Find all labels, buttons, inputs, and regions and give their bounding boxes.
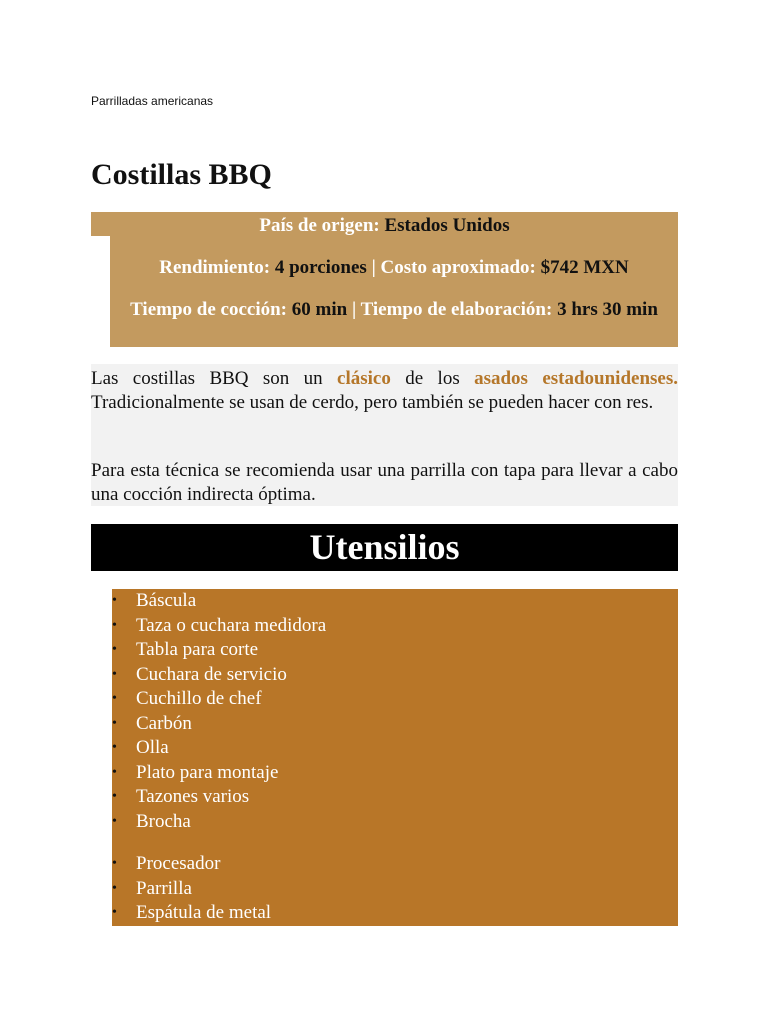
bullet-icon: • xyxy=(112,617,117,633)
list-item-label: Tazones varios xyxy=(136,786,250,807)
utensils-heading: Utensilios xyxy=(91,524,678,571)
list-item-label: Tabla para corte xyxy=(136,639,259,660)
recipe-info-box xyxy=(91,212,678,347)
list-item xyxy=(112,663,678,688)
page-header-text: Parrilladas americanas xyxy=(91,94,214,108)
intro-section xyxy=(91,364,678,506)
bullet-icon: • xyxy=(112,740,117,755)
utensils-group-1 xyxy=(112,589,678,834)
list-item xyxy=(112,638,678,663)
cost-value: $742 MXN xyxy=(540,257,629,278)
list-item xyxy=(112,589,678,614)
list-item-label: Cuchara de servicio xyxy=(136,663,287,685)
list-item xyxy=(112,785,678,810)
utensils-group-2 xyxy=(112,852,678,926)
list-item xyxy=(112,614,678,639)
intro-text: Las costillas BBQ son un xyxy=(91,368,338,389)
list-item xyxy=(112,852,678,877)
list-item xyxy=(112,761,678,786)
separator: | xyxy=(371,257,376,278)
list-item xyxy=(112,712,678,737)
list-item xyxy=(112,877,678,902)
list-item-label: Brocha xyxy=(136,810,191,832)
intro-text: de los xyxy=(390,368,475,389)
bullet-icon: • xyxy=(112,642,117,657)
list-item-label: Cuchillo de chef xyxy=(136,688,262,709)
list-item xyxy=(112,810,678,835)
bullet-icon: • xyxy=(112,715,117,731)
origin-label: País de origen: xyxy=(259,215,380,236)
bullet-icon: • xyxy=(112,905,117,920)
bullet-icon: • xyxy=(112,764,117,780)
prep-time-label: Tiempo de elaboración: xyxy=(360,299,553,320)
list-item xyxy=(112,736,678,761)
yield-label: Rendimiento: xyxy=(159,257,271,278)
intro-paragraph-2: Para esta técnica se recomienda usar una parrilla con tapa para llevar a cabo una cocción indirecta óptima. xyxy=(91,460,678,505)
separator: | xyxy=(351,299,357,320)
time-line xyxy=(110,298,678,322)
recipe-title: Costillas BBQ xyxy=(91,158,272,191)
list-item-label: Parrilla xyxy=(136,877,192,899)
list-item-label: Taza o cuchara medidora xyxy=(136,614,327,636)
intro-text: Tradicionalmente se usan de cerdo, pero también se pueden hacer con res. xyxy=(91,392,654,413)
list-item-label: Procesador xyxy=(136,853,221,874)
list-item xyxy=(112,901,678,926)
origin-line xyxy=(91,214,678,238)
clasico-link[interactable]: clásico xyxy=(337,368,391,389)
cook-time-label: Tiempo de cocción: xyxy=(130,299,288,320)
yield-cost-line xyxy=(110,256,678,280)
bullet-icon: • xyxy=(112,593,117,608)
list-item-label: Olla xyxy=(136,737,169,758)
bullet-icon: • xyxy=(112,856,117,871)
origin-value: Estados Unidos xyxy=(384,215,510,236)
bullet-icon: • xyxy=(112,691,117,706)
cost-label: Costo aproximado: xyxy=(380,257,536,278)
prep-time-value: 3 hrs 30 min xyxy=(557,299,658,320)
info-main-background xyxy=(110,236,678,347)
list-item-label: Carbón xyxy=(136,712,192,734)
list-item-label: Plato para montaje xyxy=(136,761,279,783)
asados-link[interactable]: asados estadounidenses. xyxy=(474,368,678,389)
bullet-icon: • xyxy=(112,789,117,804)
utensils-list xyxy=(112,589,678,926)
cook-time-value: 60 min xyxy=(291,299,348,320)
list-item xyxy=(112,687,678,712)
bullet-icon: • xyxy=(112,813,117,829)
list-item-label: Báscula xyxy=(136,590,197,611)
bullet-icon: • xyxy=(112,880,117,896)
list-item-label: Espátula de metal xyxy=(136,902,272,923)
yield-value: 4 porciones xyxy=(274,257,367,278)
bullet-icon: • xyxy=(112,666,117,682)
intro-paragraph-1 xyxy=(91,367,678,415)
